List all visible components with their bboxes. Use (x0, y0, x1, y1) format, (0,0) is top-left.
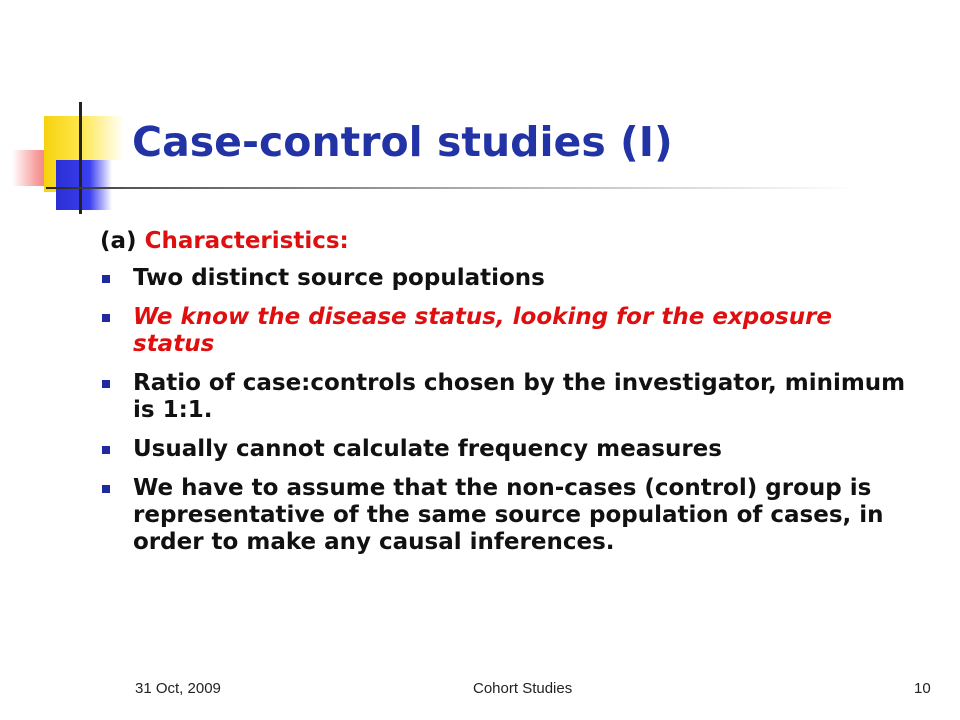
square-bullet-icon (102, 485, 110, 493)
page-number: 10 (914, 680, 931, 697)
slide-body (100, 228, 920, 568)
square-bullet-icon (102, 275, 110, 283)
bullet-item (100, 370, 920, 424)
bullet-text: Two distinct source populations (133, 265, 545, 291)
square-bullet-icon (102, 446, 110, 454)
square-bullet-icon (102, 380, 110, 388)
yellow-fade-square (80, 116, 124, 160)
section-heading (100, 228, 920, 254)
vertical-rule (79, 102, 82, 214)
bullet-item (100, 436, 920, 463)
bullet-item (100, 304, 920, 358)
bullet-text: Ratio of case:controls chosen by the investigator, minimum is 1:1. (133, 370, 906, 423)
footer-title: Cohort Studies (473, 680, 573, 697)
square-bullet-icon (102, 314, 110, 322)
title-underline-rule (46, 187, 856, 189)
bullet-item (100, 475, 920, 556)
bullet-text: We have to assume that the non-cases (control) group is representative of the same source population of cases, in order to make any causal inferences. (133, 475, 884, 555)
bullet-text: Usually cannot calculate frequency measures (133, 436, 722, 462)
bullet-item (100, 265, 920, 292)
blue-accent-square (56, 160, 112, 210)
bullet-list (100, 265, 920, 556)
section-prefix: (a) (100, 228, 145, 254)
section-highlight: Characteristics: (144, 228, 349, 254)
footer-date: 31 Oct, 2009 (135, 680, 221, 697)
slide-title: Case-control studies (I) (132, 118, 673, 166)
bullet-text: We know the disease status, looking for the exposure status (133, 304, 833, 357)
